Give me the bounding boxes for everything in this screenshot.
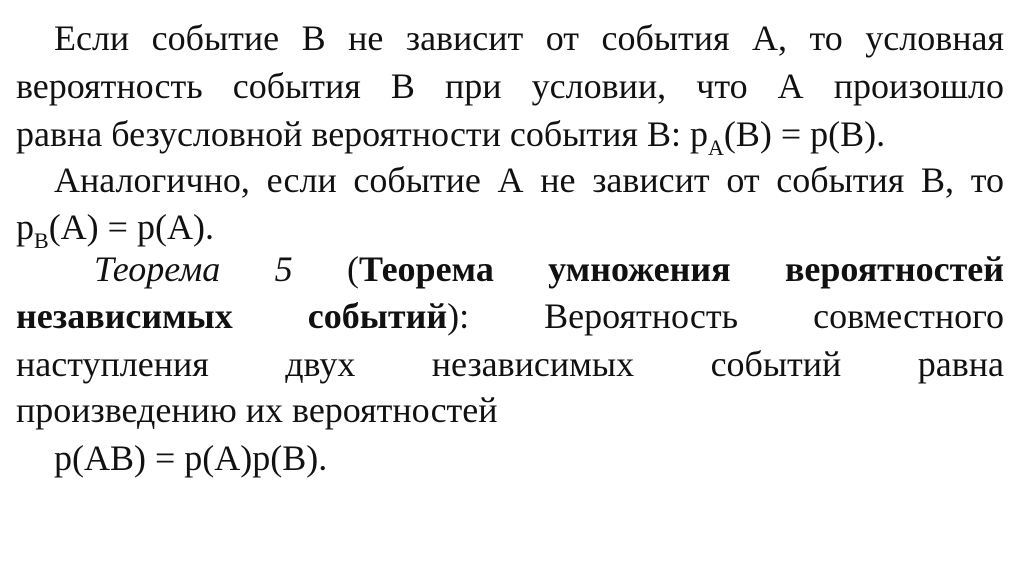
paragraph1-line3-text: равна безусловной вероятности события В: p bbox=[16, 114, 708, 154]
theorem-line1 bbox=[94, 245, 1004, 293]
theorem-title-part1: Теорема умножения вероятностей bbox=[358, 249, 1004, 289]
paragraph1-line3-tail: (B) = p(B). bbox=[723, 114, 886, 154]
theorem-line3: наступления двух независимых событий равна bbox=[16, 344, 1004, 384]
theorem-title-part2: независимых событий bbox=[16, 296, 448, 336]
paragraph2-line2-tail: (A) = p(A). bbox=[48, 207, 214, 247]
paragraph1-line2: вероятность события В при условии, что А произошло bbox=[16, 66, 1004, 106]
paragraph1-line1: Если событие В не зависит от события А, то условная bbox=[54, 18, 1004, 58]
subscript-b: B bbox=[34, 228, 49, 253]
theorem-label: Теорема 5 bbox=[94, 249, 293, 289]
subscript-a: A bbox=[707, 135, 724, 160]
paragraph2-line2 bbox=[16, 203, 1004, 251]
paragraph1-line3 bbox=[16, 110, 1004, 158]
theorem-open-paren: ( bbox=[346, 249, 359, 289]
paragraph2-line1: Аналогично, если событие А не зависит от события В, то bbox=[54, 160, 1004, 200]
paragraph2-line2-p: p bbox=[16, 207, 34, 247]
theorem-close: ): Вероятность совместного bbox=[447, 296, 1004, 336]
theorem-line2 bbox=[16, 292, 1004, 340]
formula: p(AB) = p(A)p(B). bbox=[54, 438, 328, 478]
theorem-line4: произведению их вероятностей bbox=[16, 390, 498, 430]
